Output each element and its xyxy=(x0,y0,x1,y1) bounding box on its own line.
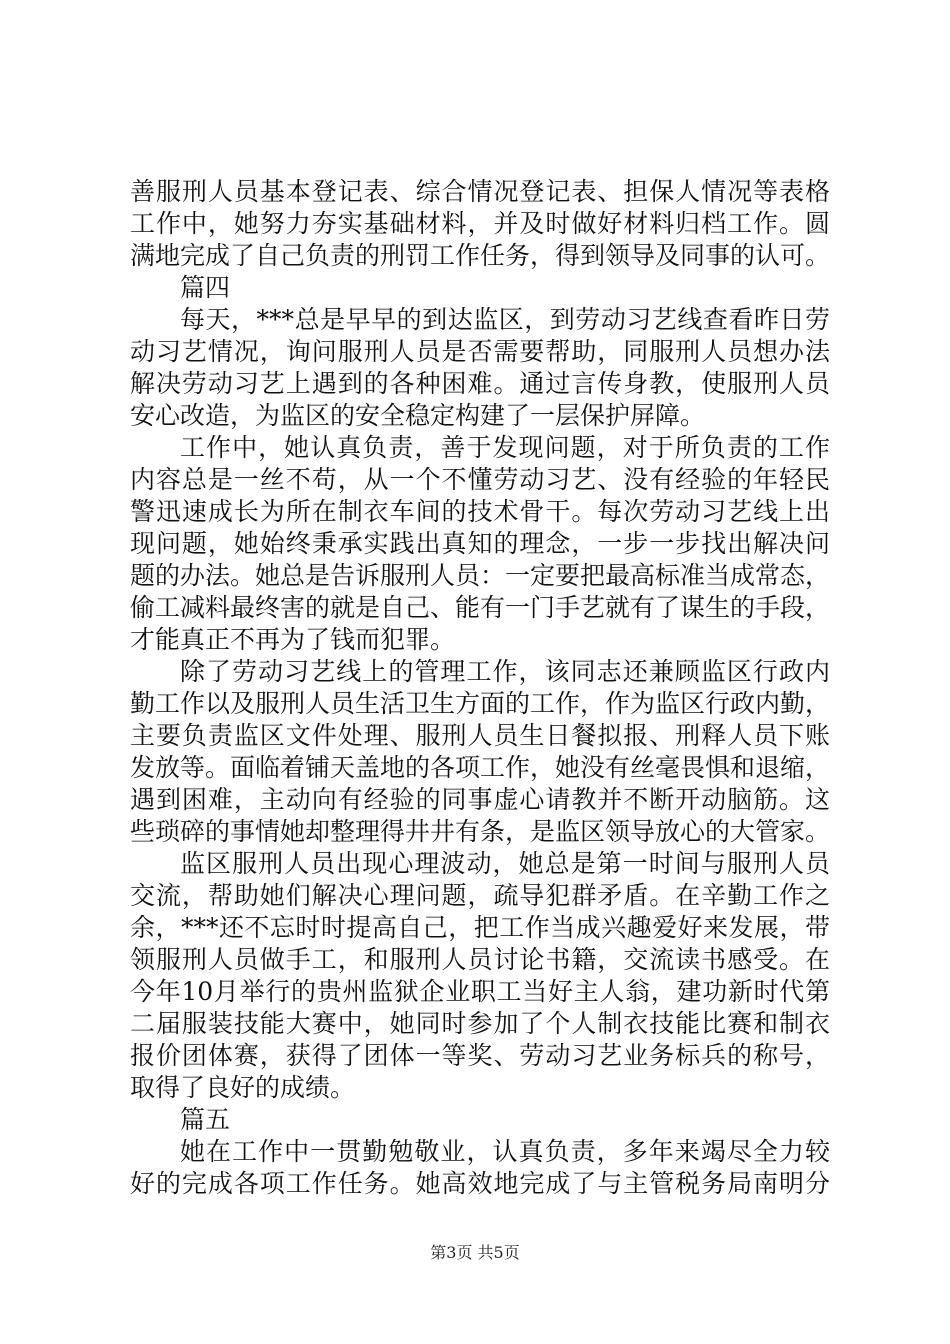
text-line: 警迅速成长为所在制衣车间的技术骨干。每次劳动习艺线上出 xyxy=(130,497,830,526)
text-line: 遇到困难，主动向有经验的同事虚心请教并不断开动脑筋。这 xyxy=(130,785,830,814)
text-line: 现问题，她始终秉承实践出真知的理念，一步一步找出解决问 xyxy=(130,529,830,558)
text-line: 工作中，她努力夯实基础材料，并及时做好材料归档工作。圆 xyxy=(130,209,830,238)
text-line: 主要负责监区文件处理、服刑人员生日餐拟报、刑释人员下账 xyxy=(130,721,830,750)
paragraph xyxy=(130,656,830,848)
text-line: 报价团体赛，获得了团体一等奖、劳动习艺业务标兵的称号， xyxy=(130,1041,830,1070)
text-line: 偷工减料最终害的就是自己、能有一门手艺就有了谋生的手段， xyxy=(130,593,831,622)
page-footer: 第3页 共5页 xyxy=(430,1243,520,1262)
text-line: 解决劳动习艺上遇到的各种困难。通过言传身教，使服刑人员 xyxy=(130,369,830,398)
text-line: 工作中，她认真负责，善于发现问题，对于所负责的工作 xyxy=(180,433,830,462)
text-line: 动习艺情况，询问服刑人员是否需要帮助，同服刑人员想办法 xyxy=(130,337,830,366)
text-line: 善服刑人员基本登记表、综合情况登记表、担保人情况等表格 xyxy=(130,177,830,206)
text-line: 交流，帮助她们解决心理问题，疏导犯群矛盾。在辛勤工作之 xyxy=(130,881,830,910)
paragraph xyxy=(130,1136,830,1200)
section-heading: 篇五 xyxy=(180,1105,231,1134)
text-line: 每天，***总是早早的到达监区，到劳动习艺线查看昨日劳 xyxy=(180,305,830,334)
text-line: 安心改造，为监区的安全稳定构建了一层保护屏障。 xyxy=(130,401,706,430)
paragraph xyxy=(130,848,830,1104)
text-line: 好的完成各项工作任务。她高效地完成了与主管税务局南明分 xyxy=(130,1169,830,1198)
text-line: 二届服装技能大赛中，她同时参加了个人制衣技能比赛和制衣 xyxy=(130,1009,830,1038)
section-heading: 篇四 xyxy=(180,273,231,302)
paragraph xyxy=(130,176,830,272)
paragraph xyxy=(130,432,830,656)
text-line: 除了劳动习艺线上的管理工作，该同志还兼顾监区行政内 xyxy=(180,657,830,686)
text-line: 题的办法。她总是告诉服刑人员：一定要把最高标准当成常态， xyxy=(130,561,831,590)
text-line: 今年10月举行的贵州监狱企业职工当好主人翁，建功新时代第 xyxy=(130,977,830,1006)
paragraph xyxy=(130,304,830,432)
text-line: 满地完成了自己负责的刑罚工作任务，得到领导及同事的认可。 xyxy=(130,241,831,270)
text-line: 才能真正不再为了钱而犯罪。 xyxy=(130,625,456,654)
text-line: 勤工作以及服刑人员生活卫生方面的工作，作为监区行政内勤， xyxy=(130,689,831,718)
text-line: 她在工作中一贯勤勉敬业，认真负责，多年来竭尽全力较 xyxy=(180,1137,830,1166)
text-line: 余，***还不忘时时提高自己，把工作当成兴趣爱好来发展，带 xyxy=(130,913,830,942)
document-body xyxy=(130,176,830,1200)
text-line: 内容总是一丝不苟，从一个不懂劳动习艺、没有经验的年轻民 xyxy=(130,465,830,494)
text-line: 些琐碎的事情她却整理得井井有条，是监区领导放心的大管家。 xyxy=(130,817,831,846)
text-line: 取得了良好的成绩。 xyxy=(130,1073,356,1102)
text-line: 监区服刑人员出现心理波动，她总是第一时间与服刑人员 xyxy=(180,849,830,878)
text-line: 领服刑人员做手工，和服刑人员讨论书籍，交流读书感受。在 xyxy=(130,945,830,974)
text-line: 发放等。面临着铺天盖地的各项工作，她没有丝毫畏惧和退缩， xyxy=(130,753,831,782)
